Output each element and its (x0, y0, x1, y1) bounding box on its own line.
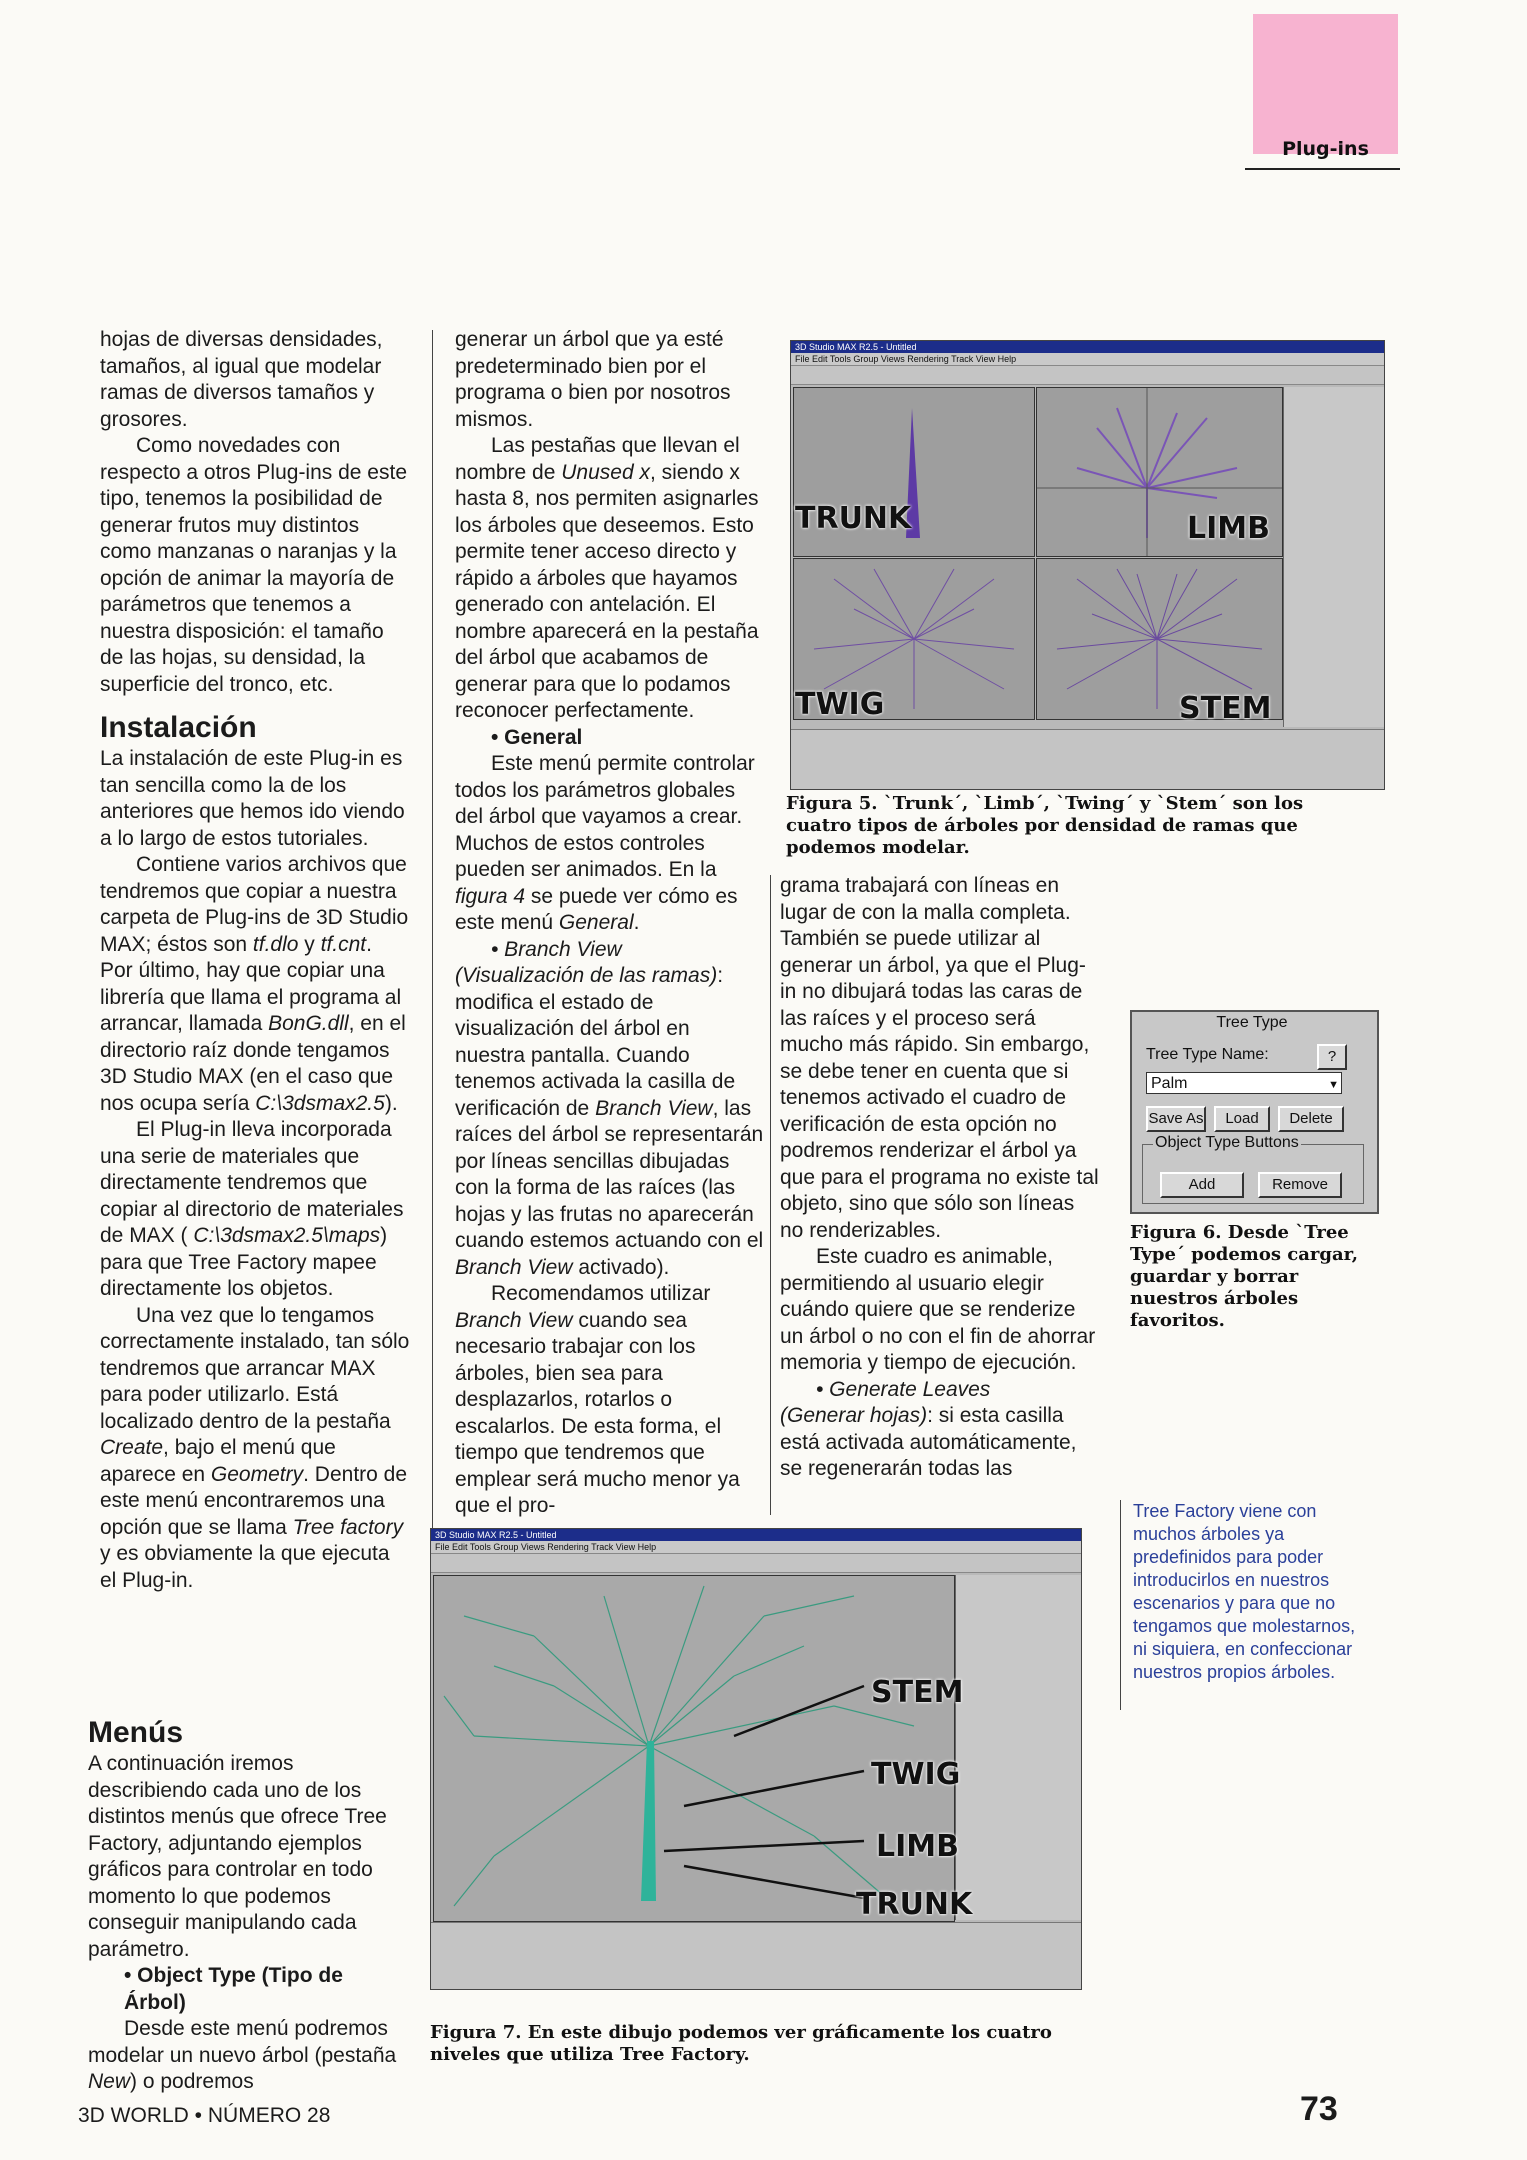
panel-title: Tree Type (1216, 1014, 1288, 1031)
figure-5-screenshot (790, 340, 1385, 790)
stem-label: STEM (871, 1675, 964, 1710)
selected-value: Palm (1151, 1075, 1188, 1092)
paragraph: La instalación de este Plug-in es tan sencilla como la de los anteriores que hemos ido viendo a lo largo de estos tutoriales. (100, 747, 405, 850)
remove-button[interactable]: Remove (1258, 1172, 1342, 1198)
toolbar (791, 366, 1384, 385)
status-bar (791, 729, 1384, 790)
column-divider (770, 875, 771, 1515)
column-2 (455, 327, 765, 1520)
delete-button[interactable]: Delete (1278, 1106, 1344, 1132)
paragraph: hojas de diversas densidades, tamaños, al igual que modelar ramas de diversos tamaños y grosores. (100, 328, 383, 431)
paragraph: Las pestañas que llevan el nombre de Unused x, siendo x hasta 8, nos permiten asignarles los árboles que deseemos. Esto permite tener acceso directo y rápido a árboles que hayamos generado con antelación. El nombre aparecerá en la pestaña del árbol que acabamos de generar para que lo podamos reconocer perfectamente. (455, 434, 759, 722)
footer-magazine: 3D WORLD • NÚMERO 28 (78, 2104, 331, 2127)
paragraph: Como novedades con respecto a otros Plug-ins de este tipo, tenemos la posibilidad de generar frutos muy distintos como manzanas o naranjas y la opción de animar la mayoría de parámetros que tenemos a nuestra disposición: el tamaño de las hojas, su densidad, la superficie del tronco, etc. (100, 434, 408, 696)
paragraph: grama trabajará con líneas en lugar de con la malla completa. También se puede utilizar al generar un árbol, ya que el Plug-in no dibujará todas las caras de las raíces y el proceso será mucho más rápido. Sin embargo, se debe tener en cuenta que si tenemos activado el cuadro de verificación de esta opción no podremos renderizar el árbol ya que para el programa no existe tal objeto, sino que sólo son líneas no renderizables. (780, 874, 1099, 1242)
figure-7-caption: Figura 7. En este dibujo podemos ver gráficamente los cuatro niveles que utiliza Tree Factory. (430, 2022, 1052, 2065)
paragraph: (Visualización de las ramas): modifica el estado de visualización del árbol en nuestra pantalla. Cuando tenemos activada la casilla de verificación de Branch View, las raíces del árbol se representarán por líneas sencillas dibujadas con la forma de las raíces (las hojas y las frutas no aparecerán cuando estemos actuando con el Branch View activado). (455, 964, 764, 1279)
figure-6-caption: Figura 6. Desde `Tree Type´ podemos cargar, guardar y borrar nuestros árboles favoritos. (1130, 1222, 1359, 1331)
tree-type-select[interactable] (1146, 1072, 1342, 1094)
column-1 (100, 327, 410, 1594)
window-title: 3D Studio MAX R2.5 - Untitled (791, 341, 1384, 353)
paragraph: Este menú permite controlar todos los parámetros globales del árbol que vayamos a crear. Muchos de estos controles pueden ser animados. En la figura 4 se puede ver cómo es este menú General. (455, 752, 755, 934)
limb-label: LIMB (1187, 511, 1270, 546)
paragraph: generar un árbol que ya esté predeterminado bien por el programa o bien por nosotros mismos. (455, 328, 731, 431)
paragraph: Contiene varios archivos que tendremos que copiar a nuestra carpeta de Plug-ins de 3D Studio MAX; éstos son tf.dlo y tf.cnt. Por último, hay que copiar una librería que llama el programa al arrancar, llamada BonG.dll, en el directorio raíz donde tengamos 3D Studio MAX (en el caso que nos ocupa sería C:\3dsmax2.5). (100, 853, 409, 1115)
viewport-perspective (433, 1575, 955, 1922)
paragraph: A continuación iremos describiendo cada uno de los distintos menús que ofrece Tree Factory, adjuntando ejemplos gráficos para controlar en todo momento lo que podemos conseguir manipulando cada parámetro. (88, 1752, 387, 1961)
load-button[interactable]: Load (1214, 1106, 1270, 1132)
toolbar (431, 1554, 1081, 1573)
figure-6-tree-type-panel (1130, 1010, 1379, 1214)
paragraph: Recomendamos utilizar Branch View cuando sea necesario trabajar con los árboles, bien sea para desplazarlos, rotarlos o escalarlos. De esta forma, el tiempo que tendremos que emplear será mucho menor ya que el pro- (455, 1282, 740, 1517)
menu-bar: File Edit Tools Group Views Rendering Track View Help (431, 1541, 1081, 1554)
window-title: 3D Studio MAX R2.5 - Untitled (431, 1529, 1081, 1541)
figure-7-screenshot (430, 1528, 1082, 1990)
save-as-button[interactable]: Save As (1146, 1106, 1206, 1132)
column-divider (432, 330, 433, 1530)
paragraph: Desde este menú podremos modelar un nuevo árbol (pestaña New) o podremos (88, 2017, 397, 2093)
chevron-down-icon: ▼ (1328, 1079, 1339, 1091)
heading-menus: Menús (88, 1716, 184, 1749)
twig-label: TWIG (795, 687, 885, 722)
tree-levels-graphic (434, 1576, 954, 1921)
status-bar (431, 1922, 1081, 1990)
page-number: 73 (1300, 2090, 1338, 2128)
sidebar-note: Tree Factory viene con muchos árboles ya predefinidos para poder introducirlos en nuestros escenarios y para que no tengamos que molestarnos, ni siquiera, en confeccionar nuestros propios árboles. (1133, 1501, 1356, 1682)
command-panel (1283, 387, 1384, 727)
group-label: Object Type Buttons (1155, 1134, 1299, 1151)
sidebar-rule (1120, 1500, 1121, 1710)
section-rule (1245, 168, 1400, 170)
column-3 (780, 873, 1100, 1483)
command-panel (955, 1575, 1082, 1920)
trunk-label: TRUNK (856, 1887, 973, 1922)
column-1-lower (88, 1703, 406, 2096)
bullet-branch-view: • Branch View (491, 937, 622, 961)
tree-type-name-label: Tree Type Name: (1146, 1046, 1269, 1063)
paragraph: El Plug-in lleva incorporada una serie de materiales que directamente tendremos que copiar al directorio de materiales de MAX ( C:\3dsmax2.5\maps) para que Tree Factory mapee directamente los objetos. (100, 1118, 404, 1300)
paragraph: Una vez que lo tengamos correctamente instalado, tan sólo tendremos que arrancar MAX para poder utilizarlo. Está localizado dentro de la pestaña Create, bajo el menú que aparece en Geometry. Dentro de este menú encontraremos una opción que se llama Tree factory y es obviamente la que ejecuta el Plug-in. (100, 1303, 410, 1592)
limb-label: LIMB (876, 1829, 959, 1864)
trunk-label: TRUNK (795, 501, 912, 536)
stem-label: STEM (1179, 691, 1272, 726)
paragraph: Este cuadro es animable, permitiendo al usuario elegir cuándo quiere que se renderize un árbol o no con el fin de ahorrar memoria y tiempo de ejecución. (780, 1245, 1096, 1374)
twig-label: TWIG (871, 1757, 961, 1792)
section-label: Plug-ins (1282, 138, 1369, 160)
bullet-generate-leaves: • Generate Leaves (816, 1377, 991, 1401)
bullet-general: • General (491, 725, 583, 749)
figure-5-caption: Figura 5. `Trunk´, `Limb´, `Twing´ y `Stem´ son los cuatro tipos de árboles por densidad de ramas que podemos modelar. (786, 793, 1304, 858)
menu-bar: File Edit Tools Group Views Rendering Track View Help (791, 353, 1384, 366)
section-color-block (1253, 14, 1398, 154)
help-button[interactable]: ? (1317, 1044, 1347, 1070)
paragraph: (Generar hojas): si esta casilla está activada automáticamente, se regenerarán todas las (780, 1404, 1077, 1480)
bullet-object-type: • Object Type (Tipo de Árbol) (124, 1964, 343, 2014)
add-button[interactable]: Add (1160, 1172, 1244, 1198)
heading-instalacion: Instalación (100, 711, 257, 744)
